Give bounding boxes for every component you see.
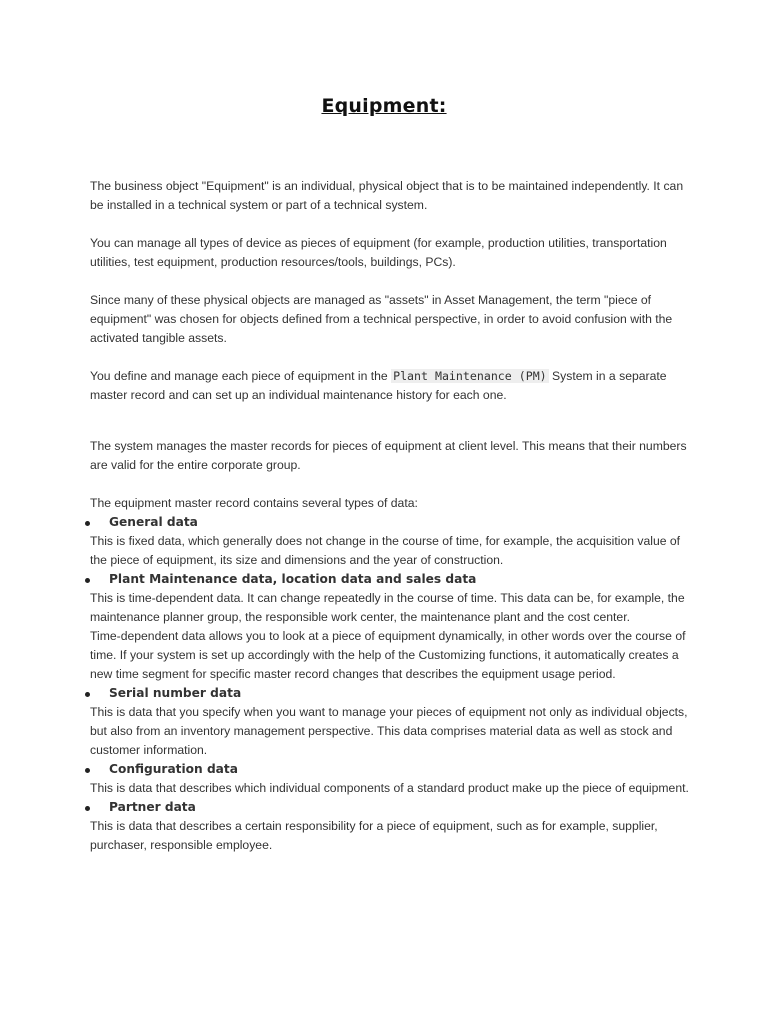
bullet-icon <box>85 692 90 697</box>
list-item-heading: Plant Maintenance data, location data and sales data <box>109 572 477 586</box>
page-title: Equipment: <box>321 95 447 117</box>
list-item-heading: Configuration data <box>109 762 238 776</box>
paragraph-definition: The business object "Equipment" is an individual, physical object that is to be maintained independently. It can be installed in a technical system or part of a technical system. <box>90 179 684 212</box>
list-item-text: This is data that describes a certain responsibility for a piece of equipment, such as for example, supplier, purchaser, responsible employee. <box>90 819 658 852</box>
list-item-text: Time-dependent data allows you to look at a piece of equipment dynamically, in other words over the course of time. If your system is set up accordingly with the help of the Customizing functions, it automatically creates a new time segment for specific master record changes that describes the equipment usage period. <box>90 629 686 681</box>
list-item-plant-maintenance-data <box>90 570 690 684</box>
bullet-icon <box>85 521 90 526</box>
list-item-text: This is data that describes which individual components of a standard product make up the piece of equipment. <box>90 781 689 795</box>
paragraph-asset-management: Since many of these physical objects are managed as "assets" in Asset Management, the term "piece of equipment" was chosen for objects defined from a technical perspective, in order to avoid confusion with the activated tangible assets. <box>90 293 673 345</box>
list-item-heading: General data <box>109 515 198 529</box>
paragraph-pm-system <box>90 367 690 405</box>
list-intro: The equipment master record contains several types of data: <box>90 496 418 510</box>
paragraph-device-types: You can manage all types of device as pieces of equipment (for example, production utilities, transportation utilities, test equipment, production resources/tools, buildings, PCs). <box>90 236 667 269</box>
list-item-partner-data <box>90 798 690 855</box>
list-item-heading: Partner data <box>109 800 196 814</box>
list-item-general-data <box>90 513 690 570</box>
list-item-text: This is data that you specify when you want to manage your pieces of equipment not only as individual objects, but also from an inventory management perspective. This data comprises material data as well as stock and customer information. <box>90 705 688 757</box>
pm-code-term: Plant Maintenance (PM) <box>393 369 547 383</box>
list-item-text: This is time-dependent data. It can change repeatedly in the course of time. This data can be, for example, the maintenance planner group, the responsible work center, the maintenance plant and the cost center. <box>90 591 685 624</box>
pm-text-after: System in a separate master record and can set up an individual maintenance history for each one. <box>90 369 667 402</box>
data-types-list <box>90 513 690 855</box>
paragraph-client-level: The system manages the master records for pieces of equipment at client level. This means that their numbers are valid for the entire corporate group. <box>90 439 687 472</box>
list-item-text: This is fixed data, which generally does not change in the course of time, for example, the acquisition value of the piece of equipment, its size and dimensions and the year of construction. <box>90 534 681 567</box>
bullet-icon <box>85 578 90 583</box>
list-item-serial-number-data <box>90 684 690 760</box>
pm-text-before: You define and manage each piece of equipment in the <box>90 369 392 383</box>
bullet-icon <box>85 768 90 773</box>
list-item-configuration-data <box>90 760 690 798</box>
document-body <box>90 177 690 855</box>
list-item-heading: Serial number data <box>109 686 242 700</box>
bullet-icon <box>85 806 90 811</box>
